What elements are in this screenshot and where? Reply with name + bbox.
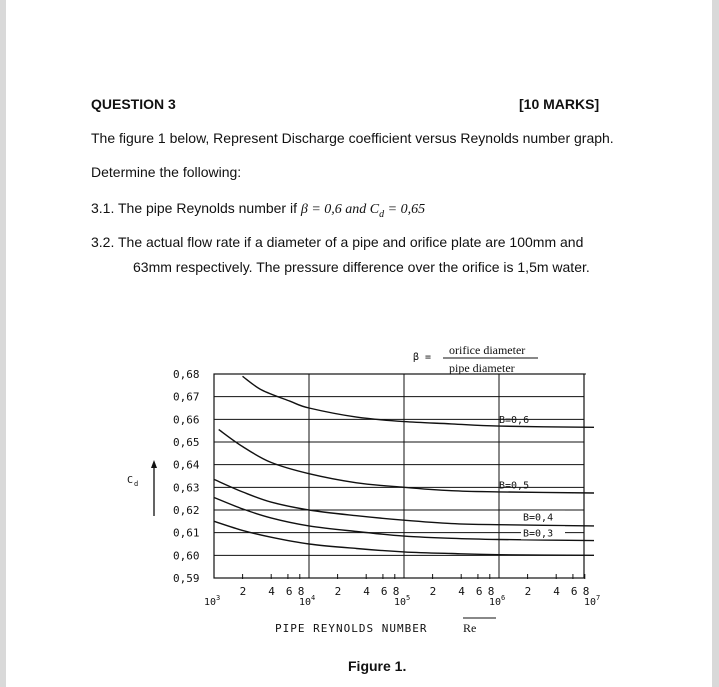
x-axis-title	[275, 618, 496, 635]
question-3-2-line1: 3.2. The actual flow rate if a diameter of a pipe and orifice plate are 100mm and	[91, 234, 584, 250]
x-tick-labels	[204, 574, 600, 608]
x-decade-label	[489, 594, 505, 608]
x-minor-label: 6	[475, 585, 483, 598]
curve-labels	[499, 415, 565, 539]
y-tick-label: 0,61	[173, 526, 200, 540]
intro-text: The figure 1 below, Represent Discharge coefficient versus Reynolds number graph.	[91, 130, 614, 146]
x-minor-label: 8	[392, 585, 400, 598]
y-tick-label: 0,65	[173, 436, 200, 449]
y-tick-label: 0,66	[173, 413, 200, 427]
curve-label: B=0,6	[499, 415, 530, 426]
y-arrow-head	[151, 460, 157, 468]
x-minor-label: 8	[487, 585, 495, 598]
x-decade-base: 10	[204, 597, 217, 608]
x-decade-label	[584, 594, 600, 608]
x-minor-label: 4	[458, 585, 465, 598]
formula-lhs: β =	[413, 352, 432, 363]
formula-numerator: orifice diameter	[449, 343, 526, 357]
grid	[214, 374, 584, 578]
y-tick-label: 0,62	[173, 504, 200, 517]
x-minor-label: 4	[553, 585, 560, 598]
x-minor-label: 4	[268, 585, 275, 598]
plot-frame	[214, 374, 584, 578]
x-minor-label: 2	[334, 585, 342, 598]
x-decade-label	[204, 594, 220, 608]
x-minor-label: 6	[570, 585, 578, 598]
x-label: PIPE REYNOLDS NUMBER	[275, 622, 428, 635]
x-label-symbol: Re	[463, 621, 477, 635]
y-tick-label: 0,63	[173, 481, 200, 495]
document-page	[6, 0, 712, 687]
x-decade-label	[394, 594, 410, 608]
curve-label: B=0,3	[523, 528, 554, 540]
x-minor-label: 2	[239, 585, 247, 598]
y-tick-label: 0,68	[173, 368, 200, 381]
x-minor-label: 2	[429, 585, 437, 598]
x-minor-label: 6	[380, 585, 388, 598]
y-tick-labels	[173, 368, 200, 585]
question-title: QUESTION 3	[91, 96, 176, 112]
q1-math: β = 0,6 and C	[300, 202, 380, 217]
x-decade-exp: 4	[311, 594, 316, 602]
curve-label: B=0,5	[499, 480, 530, 492]
x-minor-label: 4	[363, 585, 370, 598]
y-axis-label	[127, 460, 157, 516]
x-decade-base: 10	[489, 597, 502, 608]
y-tick-label: 0,67	[173, 390, 200, 404]
figure-caption: Figure 1.	[348, 658, 407, 674]
x-decade-exp: 7	[596, 594, 601, 602]
q1-sub: d	[379, 208, 385, 220]
y-tick-label: 0,64	[173, 458, 200, 472]
x-decade-exp: 6	[501, 594, 506, 602]
x-decade-exp: 3	[216, 594, 221, 602]
curve-b-0-5	[219, 430, 594, 494]
formula	[413, 343, 586, 375]
marks-label: [10 MARKS]	[519, 96, 600, 112]
x-decade-base: 10	[394, 597, 407, 608]
discharge-coefficient-chart	[106, 340, 626, 640]
question-3-1	[91, 200, 425, 220]
question-3-2-line2: 63mm respectively. The pressure difference over the orifice is 1,5m water.	[133, 259, 590, 275]
x-decade-base: 10	[584, 597, 597, 608]
x-minor-label: 2	[524, 585, 532, 598]
x-decade-label	[299, 594, 315, 608]
x-minor-label: 8	[582, 585, 590, 598]
y-label: C	[127, 475, 134, 486]
x-decade-base: 10	[299, 597, 312, 608]
formula-denominator: pipe diameter	[449, 361, 515, 375]
x-decade-exp: 5	[406, 594, 411, 602]
determine-text: Determine the following:	[91, 164, 242, 180]
y-tick-label: 0,60	[173, 549, 200, 563]
curve-label: B=0,4	[523, 512, 554, 524]
q1-prefix: 3.1. The pipe Reynolds number if	[91, 200, 301, 216]
q1-math2: = 0,65	[384, 202, 426, 217]
x-minor-label: 8	[297, 585, 305, 598]
y-label-sub: d	[134, 480, 139, 488]
y-tick-label: 0,59	[173, 572, 200, 585]
x-minor-label: 6	[285, 585, 293, 598]
